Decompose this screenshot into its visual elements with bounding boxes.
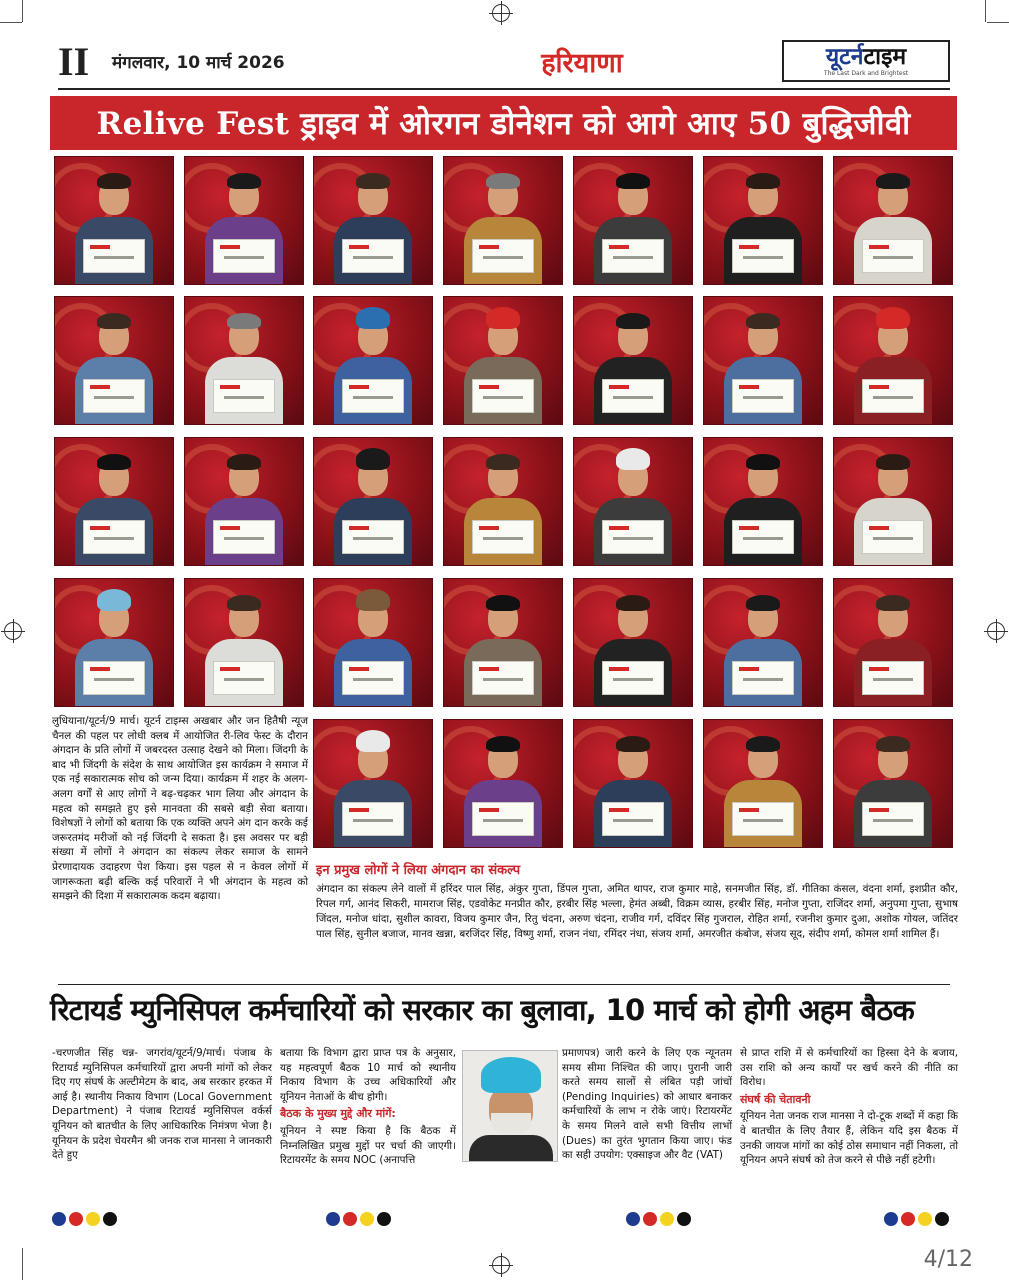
pledger-photo [703, 578, 823, 707]
article2-col3: प्रमाणपत्र) जारी करने के लिए एक न्यूनतम समय सीमा निश्चित की जाए। पुरानी जारी करते समय सालों से लंबित पड़ी जांचों (Pending Inquiries) को आधार बनाकर कर्मचारियों के लाभ न रोके जाएं। रिटायरमेंट के समय मिलने वाले सभी वित्तीय लाभों (Dues) का तुरंत भुगतान किया जाए। फंड का सही उपयोग: एक्साइज और वैट (VAT) [562, 1047, 732, 1162]
article2-col4-text: से प्राप्त राशि में से कर्मचारियों का हिस्सा देने के बजाय, उस राशि को अन्य कार्यों पर खर्च करने की नीति का विरोध। [740, 1047, 958, 1089]
article2-col4 [740, 1046, 958, 1168]
pledger-photo [184, 296, 304, 425]
certificate-icon [83, 239, 145, 273]
certificate-icon [732, 802, 794, 836]
certificate-icon [862, 520, 924, 554]
pledger-photo [184, 578, 304, 707]
color-bar [884, 1212, 949, 1226]
crop-mark [987, 22, 1009, 23]
pledger-photo [573, 578, 693, 707]
registration-mark-icon [492, 1256, 510, 1274]
pledger-photo [443, 296, 563, 425]
certificate-icon [862, 802, 924, 836]
pledger-photo [313, 437, 433, 566]
pledger-photo [833, 578, 953, 707]
article2-headline: रिटायर्ड म्युनिसिपल कर्मचारियों को सरकार का बुलावा, 10 मार्च को होगी अहम बैठक [50, 993, 915, 1027]
certificate-icon [472, 802, 534, 836]
pledger-photo [313, 578, 433, 707]
pledger-photo [703, 156, 823, 285]
article2-col2-text: बताया कि विभाग द्वारा प्राप्त पत्र के अनुसार, यह महत्वपूर्ण बैठक 10 मार्च को स्थानीय निकाय विभाग के उच्च अधिकारियों और यूनियन नेताओं के बीच होगी। [280, 1047, 456, 1103]
color-bar [326, 1212, 391, 1226]
certificate-icon [732, 520, 794, 554]
certificate-icon [602, 802, 664, 836]
pledger-photo [573, 719, 693, 848]
crop-mark [22, 0, 23, 22]
certificate-icon [213, 239, 275, 273]
article2-col1: -चरणजीत सिंह चन्न- जगरांव/यूटर्न/9/मार्च। पंजाब के रिटायर्ड म्युनिसिपल कर्मचारियों द्वारा अपनी मांगों को लेकर दिए गए संघर्ष के अल्टीमेटम के बाद, अब सरकार हरकत में आई है। स्थानीय निकाय विभाग (Local Government Department) ने पंजाब रिटायर्ड म्युनिसिपल वर्कर्स यूनियन को बातचीत के लिए आधिकारिक निमंत्रण भेजा है। यूनियन के प्रदेश चेयरमैन श्री जनक राज मानसा ने जानकारी देते हुए [52, 1047, 272, 1162]
article2-col4-subhead: संघर्ष की चेतावनी [740, 1092, 811, 1106]
section-divider [58, 984, 950, 985]
article2-col4-text: यूनियन नेता जनक राज मानसा ने दो-टूक शब्दों में कहा कि वे बातचीत के लिए तैयार हैं, लेकिन यदि इस बैठक में उनकी जायज मांगों का कोई ठोस समाधान नहीं निकला, तो यूनियन अपने संघर्ष को तेज करने से पीछे नहीं हटेगी। [740, 1110, 958, 1167]
color-bar [52, 1212, 117, 1226]
brand-logo [782, 40, 950, 82]
issue-date: मंगलवार, 10 मार्च 2026 [112, 52, 285, 73]
brand-name-part2: टाइम [863, 43, 907, 70]
pledger-photo [833, 156, 953, 285]
registration-mark-icon [987, 622, 1005, 640]
color-bar [626, 1212, 691, 1226]
certificate-icon [342, 802, 404, 836]
masthead-rule [58, 88, 950, 90]
certificate-icon [862, 661, 924, 695]
pledger-photo [573, 156, 693, 285]
certificate-icon [602, 379, 664, 413]
certificate-icon [83, 379, 145, 413]
certificate-icon [862, 239, 924, 273]
pledger-photo [833, 719, 953, 848]
certificate-icon [83, 661, 145, 695]
certificate-icon [213, 379, 275, 413]
pledger-photo [443, 719, 563, 848]
pledger-photo [54, 296, 174, 425]
pledger-photo [443, 156, 563, 285]
page-number: II [58, 38, 90, 84]
pledger-photo [313, 156, 433, 285]
pledger-photo [54, 578, 174, 707]
certificate-icon [472, 379, 534, 413]
article-subheading: इन प्रमुख लोगों ने लिया अंगदान का संकल्प [316, 863, 521, 878]
registration-mark-icon [492, 4, 510, 22]
certificate-icon [213, 520, 275, 554]
certificate-icon [732, 239, 794, 273]
pledger-photo [443, 578, 563, 707]
banner-headline: Relive Fest ड्राइव में ओरगन डोनेशन को आगे आए 50 बुद्धिजीवी [50, 96, 957, 150]
certificate-icon [862, 379, 924, 413]
certificate-icon [472, 239, 534, 273]
article2-col2 [280, 1046, 456, 1168]
certificate-icon [602, 239, 664, 273]
masthead [58, 36, 950, 86]
certificate-icon [342, 379, 404, 413]
certificate-icon [342, 661, 404, 695]
page-counter: 4/12 [923, 1247, 973, 1272]
pledger-photo [54, 437, 174, 566]
pledger-photo [313, 719, 433, 848]
pledger-photo [313, 296, 433, 425]
pledger-photo [703, 296, 823, 425]
certificate-icon [732, 379, 794, 413]
pledger-photo [443, 437, 563, 566]
certificate-icon [342, 520, 404, 554]
pledger-photo [184, 437, 304, 566]
certificate-icon [83, 520, 145, 554]
certificate-icon [472, 661, 534, 695]
pledger-photo [703, 437, 823, 566]
section-title: हरियाणा [541, 47, 623, 79]
article-body: लुधियाना/यूटर्न/9 मार्च। यूटर्न टाइम्स अखबार और जन हितैषी न्यूज चैनल की पहल पर लोधी क्लब में आयोजित री-लिव फेस्ट के दौरान अंगदान के प्रति लोगों में जबरदस्त उत्साह देखने को मिला। जिंदगी के बाद भी जिंदगी के संदेश के साथ आयोजित इस कार्यक्रम ने समाज में एक नई सकारात्मक सोच को जन्म दिया। कार्यक्रम में शहर के अलग-अलग वर्गों से आए लोगों ने बढ़-चढ़कर भाग लिया और अंगदान के महत्व को समझते हुए इसे मानवता की सबसे बड़ी सेवा बताया। विशेषज्ञों ने लोगों को बताया कि एक व्यक्ति अपने अंग दान करके कई जरूरतमंद मरीजों को नई जिंदगी दे सकता है। इस अवसर पर बड़ी संख्या में लोगों ने अंगदान का संकल्प लेकर समाज के सामने प्रेरणादायक उदाहरण पेश किया। इस पहल से न केवल लोगों में जागरूकता बढ़ी बल्कि कई परिवारों ने भी अंगदान के महत्व को समझने की दिशा में सकारात्मक कदम बढ़ाया। [52, 715, 308, 903]
crop-mark [0, 22, 22, 23]
pledger-photo [573, 296, 693, 425]
certificate-icon [342, 239, 404, 273]
pledger-photo [184, 156, 304, 285]
article2-col2-subhead: बैठक के मुख्य मुद्दे और मांगें: [280, 1107, 396, 1121]
certificate-icon [472, 520, 534, 554]
brand-tagline: The Last Dark and Brightest [823, 69, 909, 77]
certificate-icon [602, 661, 664, 695]
pledger-photo [54, 156, 174, 285]
certificate-icon [213, 661, 275, 695]
certificate-icon [602, 520, 664, 554]
pledger-photo [833, 437, 953, 566]
crop-mark [985, 0, 986, 22]
crop-mark [22, 1248, 23, 1280]
pledger-photo [703, 719, 823, 848]
registration-mark-icon [4, 622, 22, 640]
pledger-photo [833, 296, 953, 425]
union-leader-portrait [462, 1050, 558, 1162]
brand-name-part1: यूटर्न [825, 43, 864, 70]
certificate-icon [732, 661, 794, 695]
pledge-names-list: अंगदान का संकल्प लेने वालों में हरिंदर पाल सिंह, अंकुर गुप्ता, डिंपल गुप्ता, अमित थापर, राज कुमार माहे, सनमजीत सिंह, डॉ. गीतिका कंसल, वंदना शर्मा, इशप्रीत कौर, रिपल गर्ग, आनंद सिकरी, मामराज सिंह, एडवोकेट मनप्रीत कौर, हरबीर सिंह भल्ला, हेमंत अब्बी, विक्रम व्यास, हरबीर सिंह, मनोज गुप्ता, राजिंदर शर्मा, अनुपमा गुप्ता, सुभाष जिंदल, मनोज धांदा, सुशील कावरा, विजय कुमार जैन, रितु चंदना, अरुण चंदना, राजीव गर्ग, दविंदर सिंह गुजराल, रोहित शर्मा, रजनीश कुमार दुआ, अशोक गोयल, जतिंदर पाल सिंह, सुनील बजाज, मानव खन्ना, बरजिंदर सिंह, विष्णु शर्मा, राजन नंधा, रमिंदर नंधा, संजय शर्मा, अमरजीत कंबोज, संजय सूद, संदीप शर्मा, कोमल शर्मा शामिल हैं। [316, 883, 958, 940]
article2-col2-text: यूनियन ने स्पष्ट किया है कि बैठक में निम्नलिखित प्रमुख मुद्दों पर चर्चा की जाएगी। रिटायरमेंट के समय NOC (अनापत्ति [280, 1125, 456, 1167]
pledger-photo [573, 437, 693, 566]
